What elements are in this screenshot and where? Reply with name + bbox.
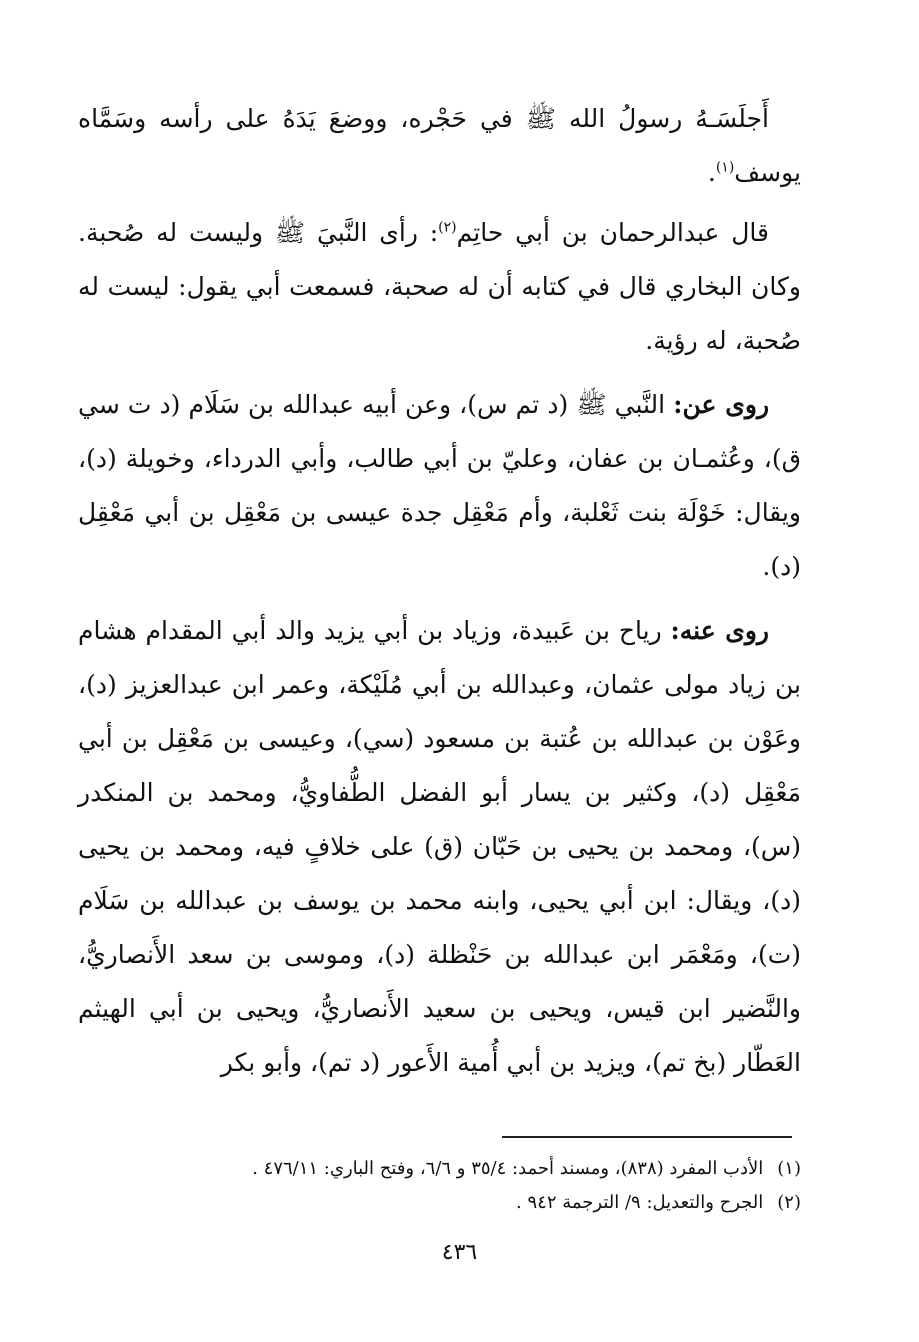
footnotes xyxy=(78,1152,801,1220)
narrated-by-text: رياح بن عَبيدة، وزياد بن أبي يزيد والد أبي المقدام هشام بن زياد مولى عثمان، وعبدالله بن أبي مُلَيْكة، وعمر ابن عبدالعزيز (د)، وعَوْن بن عبدالله بن عُتبة بن مسعود (سي)، وعيسى بن مَعْقِل بن أبي مَعْقِل (د)، وكثير بن يسار أبو الفضل الطُّفاويُّ، ومحمد بن المنكدر (س)، ومحمد بن يحيى بن حَبّان (ق) على خلافٍ فيه، ومحمد بن يحيى (د)، ويقال: ابن أبي يحيى، وابنه محمد بن يوسف بن عبدالله بن سَلَام (ت)، ومَعْمَر ابن عبدالله بن حَنْظلة (د)، وموسى بن سعد الأَنصاريُّ، والنَّضير ابن قيس، ويحيى بن سعيد الأَنصاريُّ، ويحيى بن أبي الهيثم العَطّار (بخ تم)، ويزيد بن أبي أُمية الأَعور (د تم)، وأبو بكر xyxy=(78,616,801,1077)
narrated-from-heading: روى عن: xyxy=(673,390,770,419)
footnote-ref-1: (١) xyxy=(715,159,735,176)
footnote-2 xyxy=(78,1186,801,1220)
footnote-ref-2: (٢) xyxy=(438,219,457,236)
paragraph-2 xyxy=(78,206,801,368)
paragraph-2-intro: قال عبدالرحمان بن أبي حاتِم xyxy=(456,218,769,247)
paragraph-1-text: أَجلَسَـهُ رسولُ الله ﷺ في حَجْره، ووضعَ يَدَهُ على رأسه وسَمَّاه يوسف xyxy=(78,104,801,187)
paragraph-1 xyxy=(78,92,801,200)
paragraph-1-tail: . xyxy=(707,158,716,187)
narrated-from-text: النَّبي ﷺ (د تم س)، وعن أبيه عبدالله بن سَلَام (د ت سي ق)، وعُثمـان بن عفان، وعليّ بن أبي طالب، وأبي الدرداء، وخويلة (د)، ويقال: خَوْلَة بنت ثَعْلبة، وأم مَعْقِل جدة عيسى بن مَعْقِل بن أبي مَعْقِل (د). xyxy=(78,390,801,581)
page-number: ٤٣٦ xyxy=(441,1240,478,1265)
paragraph-narrated-from xyxy=(78,378,801,594)
footnote-1-text: الأدب المفرد (٨٣٨)، ومسند أحمد: ٣٥/٤ و ٦/٦، وفتح الباري: ٤٧٦/١١ . xyxy=(252,1158,764,1179)
footnote-1 xyxy=(78,1152,801,1186)
footnote-2-number: (٢) xyxy=(777,1192,801,1213)
footnote-divider xyxy=(502,1136,792,1138)
paragraph-narrated-by xyxy=(78,604,801,1090)
paragraph-2-text: : رأى النَّبيَ ﷺ وليست له صُحبة. وكان البخاري قال في كتابه أن له صحبة، فسمعت أبي يقول: ليست له صُحبة، له رؤية. xyxy=(78,218,801,355)
main-text xyxy=(78,92,801,1100)
narrated-by-heading: روى عنه: xyxy=(670,616,769,645)
footnote-2-text: الجرح والتعديل: ٩/ الترجمة ٩٤٢ . xyxy=(516,1192,764,1213)
footnote-1-number: (١) xyxy=(777,1158,801,1179)
